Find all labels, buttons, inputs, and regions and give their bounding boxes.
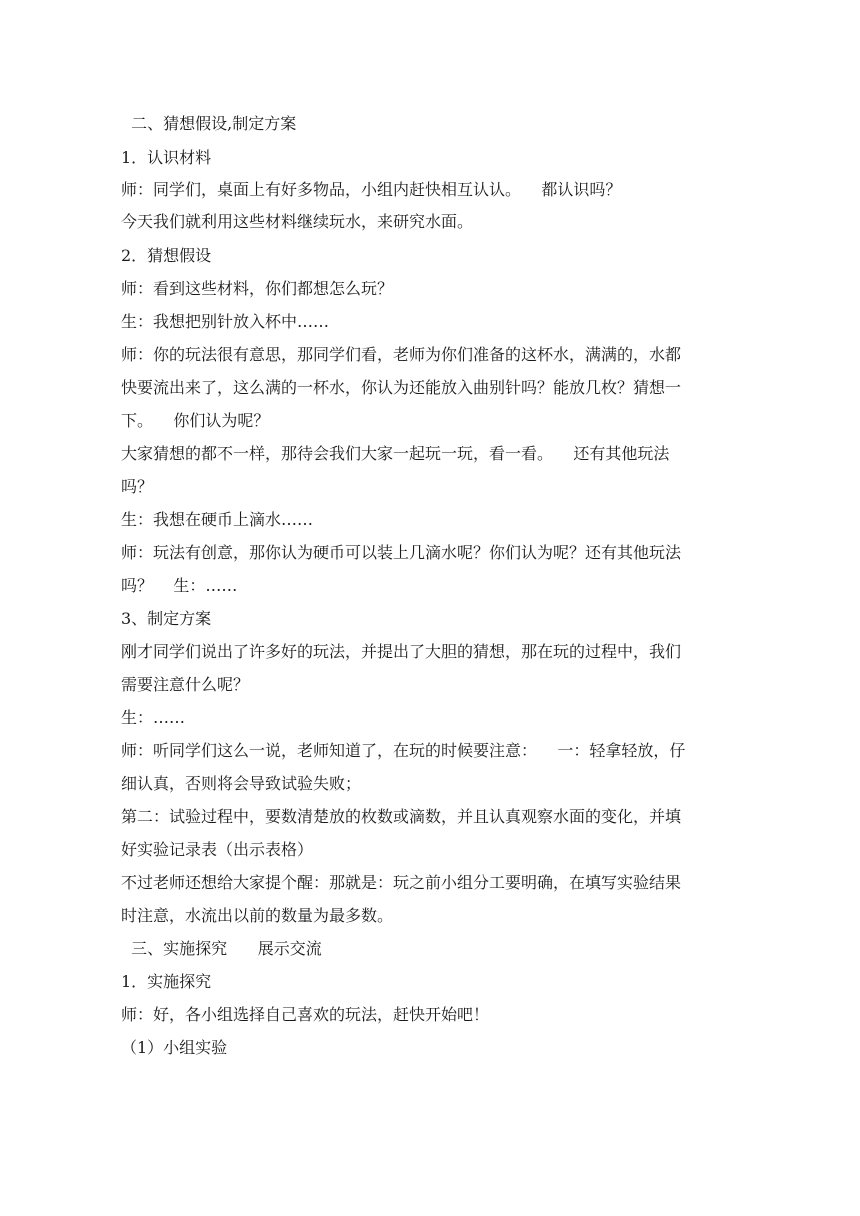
- text-line: 细认真，否则将会导致试验失败；: [121, 774, 362, 793]
- text-line: 师：你的玩法很有意思，那同学们看，老师为你们准备的这杯水，满满的，水都: [121, 345, 682, 364]
- text-line: 生：我想把别针放入杯中……: [121, 312, 330, 331]
- subsection-heading: 2．猜想假设: [121, 246, 212, 265]
- text-line: 师：听同学们这么一说，老师知道了，在玩的时候要注意： 一：轻拿轻放，仔: [121, 741, 686, 760]
- text-line: 吗？ 生：……: [121, 576, 238, 595]
- subsection-heading: 1．实施探究: [121, 972, 212, 991]
- text-line: 下。 你们认为呢？: [121, 411, 270, 430]
- text-line: 时注意，水流出以前的数量为最多数。: [121, 906, 394, 925]
- text-line: 刚才同学们说出了许多好的玩法，并提出了大胆的猜想，那在玩的过程中，我们: [121, 642, 682, 661]
- text-line: 师：好，各小组选择自己喜欢的玩法，赶快开始吧！: [121, 1005, 490, 1024]
- text-line: 师：看到这些材料，你们都想怎么玩？: [121, 279, 394, 298]
- text-line: 第二：试验过程中，要数清楚放的枚数或滴数，并且认真观察水面的变化，并填: [121, 807, 682, 826]
- text-line: 快要流出来了，这么满的一杯水，你认为还能放入曲别针吗？能放几枚？猜想一: [121, 378, 682, 397]
- section-heading: 三、实施探究 展示交流: [121, 939, 322, 958]
- text-line: 大家猜想的都不一样，那待会我们大家一起玩一玩，看一看。 还有其他玩法: [121, 444, 670, 463]
- text-line: 师：同学们，桌面上有好多物品，小组内赶快相互认认。 都认识吗？: [121, 180, 622, 199]
- subsection-heading: 3、制定方案: [121, 609, 212, 628]
- text-line: 吗？: [121, 477, 154, 496]
- section-heading: 二、猜想假设,制定方案: [121, 114, 297, 133]
- text-line: 生：我想在硬币上滴水……: [121, 510, 314, 529]
- text-line: 好实验记录表（出示表格）: [121, 840, 314, 859]
- subsection-heading: 1．认识材料: [121, 148, 212, 167]
- text-line: 师：玩法有创意，那你认为硬币可以装上几滴水呢？你们认为呢？还有其他玩法: [121, 543, 682, 562]
- text-line: 不过老师还想给大家提个醒：那就是：玩之前小组分工要明确，在填写实验结果: [121, 873, 682, 892]
- text-line: 今天我们就利用这些材料继续玩水，来研究水面。: [121, 212, 474, 231]
- text-line: 生：……: [121, 708, 186, 727]
- text-line: 需要注意什么呢？: [121, 675, 250, 694]
- text-line: （1）小组实验: [121, 1038, 228, 1057]
